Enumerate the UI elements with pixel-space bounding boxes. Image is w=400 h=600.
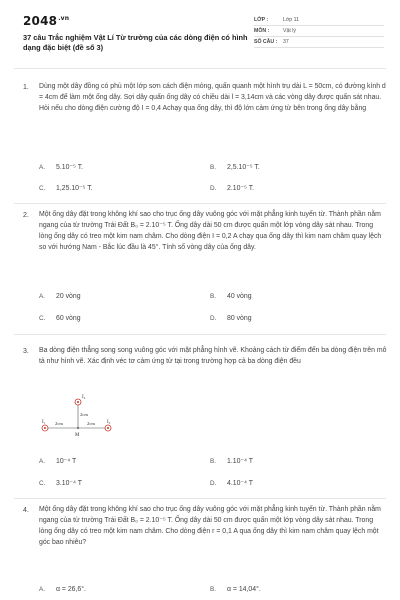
option-a[interactable] xyxy=(39,457,76,465)
option-text: 1.10⁻⁴ T xyxy=(227,458,254,465)
meta-panel xyxy=(254,15,384,48)
option-text: 2.10⁻⁵ T. xyxy=(227,185,255,192)
label-distance-right: 2cm xyxy=(87,421,95,426)
question-number: 4. xyxy=(23,507,29,514)
meta-row-count xyxy=(254,37,384,48)
site-logo[interactable] xyxy=(23,14,69,28)
label-distance-left: 2cm xyxy=(55,421,63,426)
option-text: 4.10⁻⁴ T xyxy=(227,480,254,487)
question-text: Một ống dây đặt trong không khí sao cho trục ống dây vuông góc với mặt phẳng kinh tuyến từ. Thành phần nằm ngang của từ trường Trái Đất B₀ = 2.10⁻⁵ T. Ống dây dài 50 cm được quấn một lớp vòng dây sát nhau. Trong lòng ống dây có treo một kim nam châm. Cho dòng điện I = 0,2 A chạy qua ống dây thì kim nam châm quay lệch so với hướng Nam - Bắc lúc đầu là 45°. Tính số vòng dây của ống dây. xyxy=(39,211,382,251)
option-c[interactable] xyxy=(39,315,81,322)
question-text: Ba dòng điện thẳng song song vuông góc với mặt phẳng hình vẽ. Khoảng cách từ điểm đến ba dòng điện trên mô tả như hình vẽ. Xác định véc tơ cảm ứng từ tại trong trường hợp cả ba dòng điện đều xyxy=(39,347,387,365)
option-d[interactable] xyxy=(210,479,253,487)
divider xyxy=(14,68,386,69)
meta-row-subject xyxy=(254,26,384,37)
option-text: 80 vòng xyxy=(227,315,252,322)
current-diagram xyxy=(40,390,120,438)
label-i2: I₂ xyxy=(82,395,86,400)
option-letter: A. xyxy=(39,293,46,300)
question-number: 3. xyxy=(23,348,29,355)
meta-key: LỚP : xyxy=(254,17,269,23)
divider xyxy=(14,203,386,204)
option-letter: B. xyxy=(210,293,217,300)
option-letter: B. xyxy=(210,458,217,465)
meta-row-class xyxy=(254,15,384,26)
question-number: 1. xyxy=(23,84,29,91)
option-b[interactable] xyxy=(210,457,253,465)
option-letter: B. xyxy=(210,164,217,171)
header xyxy=(0,0,400,60)
option-text: 60 vòng xyxy=(56,315,81,322)
logo-suffix: .vn xyxy=(58,15,70,22)
current-i1-dot xyxy=(44,427,46,429)
option-text: 40 vòng xyxy=(227,293,252,300)
option-d[interactable] xyxy=(210,184,254,192)
meta-value: Vật lý xyxy=(283,28,296,34)
option-letter: C. xyxy=(39,480,46,487)
current-i3-dot xyxy=(107,427,109,429)
option-letter: C. xyxy=(39,185,46,192)
option-text: 10⁻⁴ T xyxy=(56,458,77,465)
option-letter: A. xyxy=(39,458,46,465)
option-letter: A. xyxy=(39,586,46,593)
option-c[interactable] xyxy=(39,479,82,487)
option-a[interactable] xyxy=(39,293,81,300)
current-i2-dot xyxy=(77,401,79,403)
question-text: Dùng một dây đồng có phủ một lớp sơn cách điện mỏng, quấn quanh một hình trụ dài L = 50cm, có đường kính d = 4cm để làm một ống dây. Sợi dây quấn ống dây có chiều dài l = 3,14cm và các vòng dây được quấn sát nhau. Hỏi nếu cho dòng điện cường độ I = 0,4 Achạy qua ống dây, thì độ lớn cảm ứng từ bên trong ống dây bằng xyxy=(39,83,386,112)
logo-text: 2048 xyxy=(23,14,58,28)
option-a[interactable] xyxy=(39,163,83,171)
option-b[interactable] xyxy=(210,586,261,593)
question-number: 2. xyxy=(23,212,29,219)
option-text: 2,5.10⁻⁵ T. xyxy=(227,164,260,171)
option-b[interactable] xyxy=(210,293,252,300)
option-text: 3.10⁻⁴ T xyxy=(56,480,83,487)
option-text: α = 14,04°. xyxy=(227,586,261,593)
meta-key: SỐ CÂU : xyxy=(254,39,278,45)
question-text: Một ống dây đặt trong không khí sao cho trục ống dây vuông góc với mặt phẳng kinh tuyến từ. Thành phần nằm ngang của từ trường Trái Đất B₀ = 2.10⁻⁵ T. Ống dây dài 50 cm được quấn một lớp vòng dây sát nhau. Trong lòng ống dây có treo một kim nam châm. Cho dòng điện r = 0,1 A qua ống dây thì kim nam châm quay lệch một góc bao nhiêu? xyxy=(39,506,381,546)
option-text: α = 26,6°. xyxy=(56,586,86,593)
option-letter: A. xyxy=(39,164,46,171)
meta-value: Lớp 11 xyxy=(283,17,299,23)
meta-key: MÔN : xyxy=(254,28,270,34)
label-distance-top: 2cm xyxy=(80,412,88,417)
option-c[interactable] xyxy=(39,184,93,192)
page-title: 37 câu Trắc nghiệm Vật Lí Từ trường của các dòng điện có hình dạng đặc biệt (đề số 3) xyxy=(23,33,248,52)
option-letter: D. xyxy=(210,315,217,322)
label-m: M xyxy=(75,433,80,438)
option-text: 1,25.10⁻⁵ T. xyxy=(56,185,93,192)
option-text: 20 vòng xyxy=(56,293,81,300)
point-m xyxy=(77,427,79,429)
option-text: 5.10⁻⁵ T. xyxy=(56,164,84,171)
option-letter: D. xyxy=(210,185,217,192)
option-d[interactable] xyxy=(210,315,252,322)
option-a[interactable] xyxy=(39,586,86,593)
option-b[interactable] xyxy=(210,163,260,171)
option-letter: D. xyxy=(210,480,217,487)
label-i3: I₃ xyxy=(107,420,111,425)
divider xyxy=(14,498,386,499)
option-letter: C. xyxy=(39,315,46,322)
label-i1: I₁ xyxy=(42,420,46,425)
divider xyxy=(14,334,386,335)
option-letter: B. xyxy=(210,586,217,593)
meta-value: 37 xyxy=(283,39,289,45)
